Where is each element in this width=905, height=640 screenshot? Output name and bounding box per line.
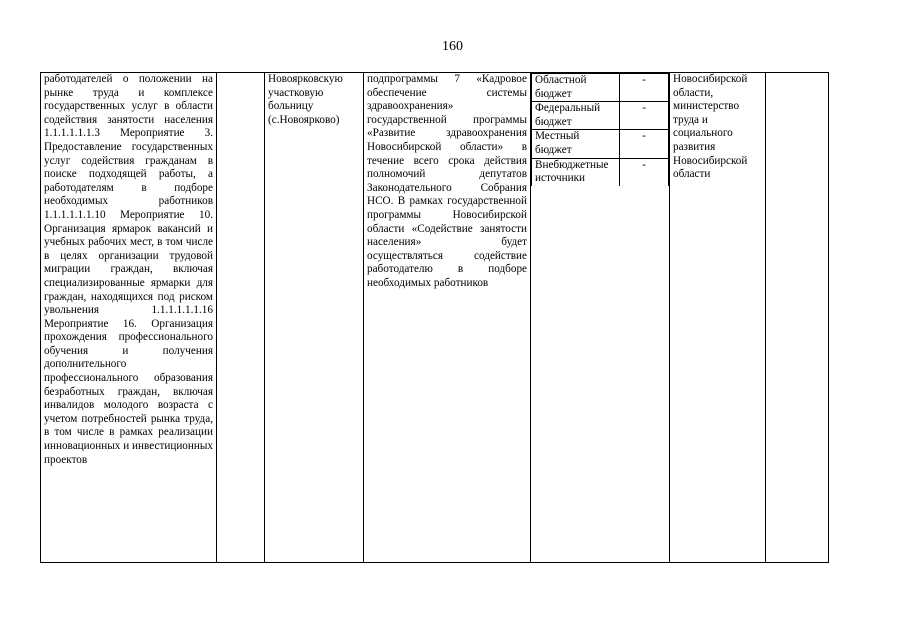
description-cell: подпрограммы 7 «Кадровое обеспечение системы здравоохранения» государственной программы «Развитие здравоохранения Новосибирской области» в течение всего срока действия полномочий депутатов Законодательного Собрания НСО. В рамках государственной программы Новосибирской области «Содействие занятости населения» будет осуществляться содействие работодателю в подборе необходимых работников: [364, 73, 531, 563]
funding-table: [531, 73, 669, 186]
empty-cell: [217, 73, 265, 563]
funding-row: [532, 74, 669, 102]
funding-row: [532, 102, 669, 130]
funding-amount: -: [620, 158, 669, 186]
table-row: [41, 73, 829, 563]
funding-source: Федеральный бюджет: [532, 102, 620, 130]
funding-source: Областной бюджет: [532, 74, 620, 102]
empty-cell: [766, 73, 829, 563]
funding-amount: -: [620, 102, 669, 130]
page-number: 160: [442, 39, 463, 54]
object-cell: Новоярковскую участковую больницу (с.Новоярково): [265, 73, 364, 563]
funding-cell: [531, 73, 670, 563]
funding-source: Местный бюджет: [532, 130, 620, 158]
funding-row: [532, 158, 669, 186]
funding-amount: -: [620, 74, 669, 102]
measures-cell: работодателей о положении на рынке труда и комплексе государственных услуг в области содействия занятости населения 1.1.1.1.1.1.3 Мероприятие 3. Предоставление государственных услуг содействия гражданам в поиске подходящей работы, а работодателям в подборе необходимых работников 1.1.1.1.1.1.10 Мероприятие 10. Организация ярмарок вакансий и учебных рабочих мест, в том числе в целях организации трудовой миграции граждан, включая специализированные ярмарки для граждан, находящихся под риском увольнения 1.1.1.1.1.1.16 Мероприятие 16. Организация прохождения профессионального обучения и получения дополнительного профессионального образования безработных граждан, включая инвалидов молодого возраста с учетом потребностей рынка труда, в том числе в рамках реализации инновационных и инвестиционных проектов: [41, 73, 217, 563]
funding-source: Внебюджетные источники: [532, 158, 620, 186]
funding-row: [532, 130, 669, 158]
funding-amount: -: [620, 130, 669, 158]
responsible-cell: Новосибирской области, министерство труда и социального развития Новосибирской области: [670, 73, 766, 563]
program-table: [40, 72, 829, 563]
